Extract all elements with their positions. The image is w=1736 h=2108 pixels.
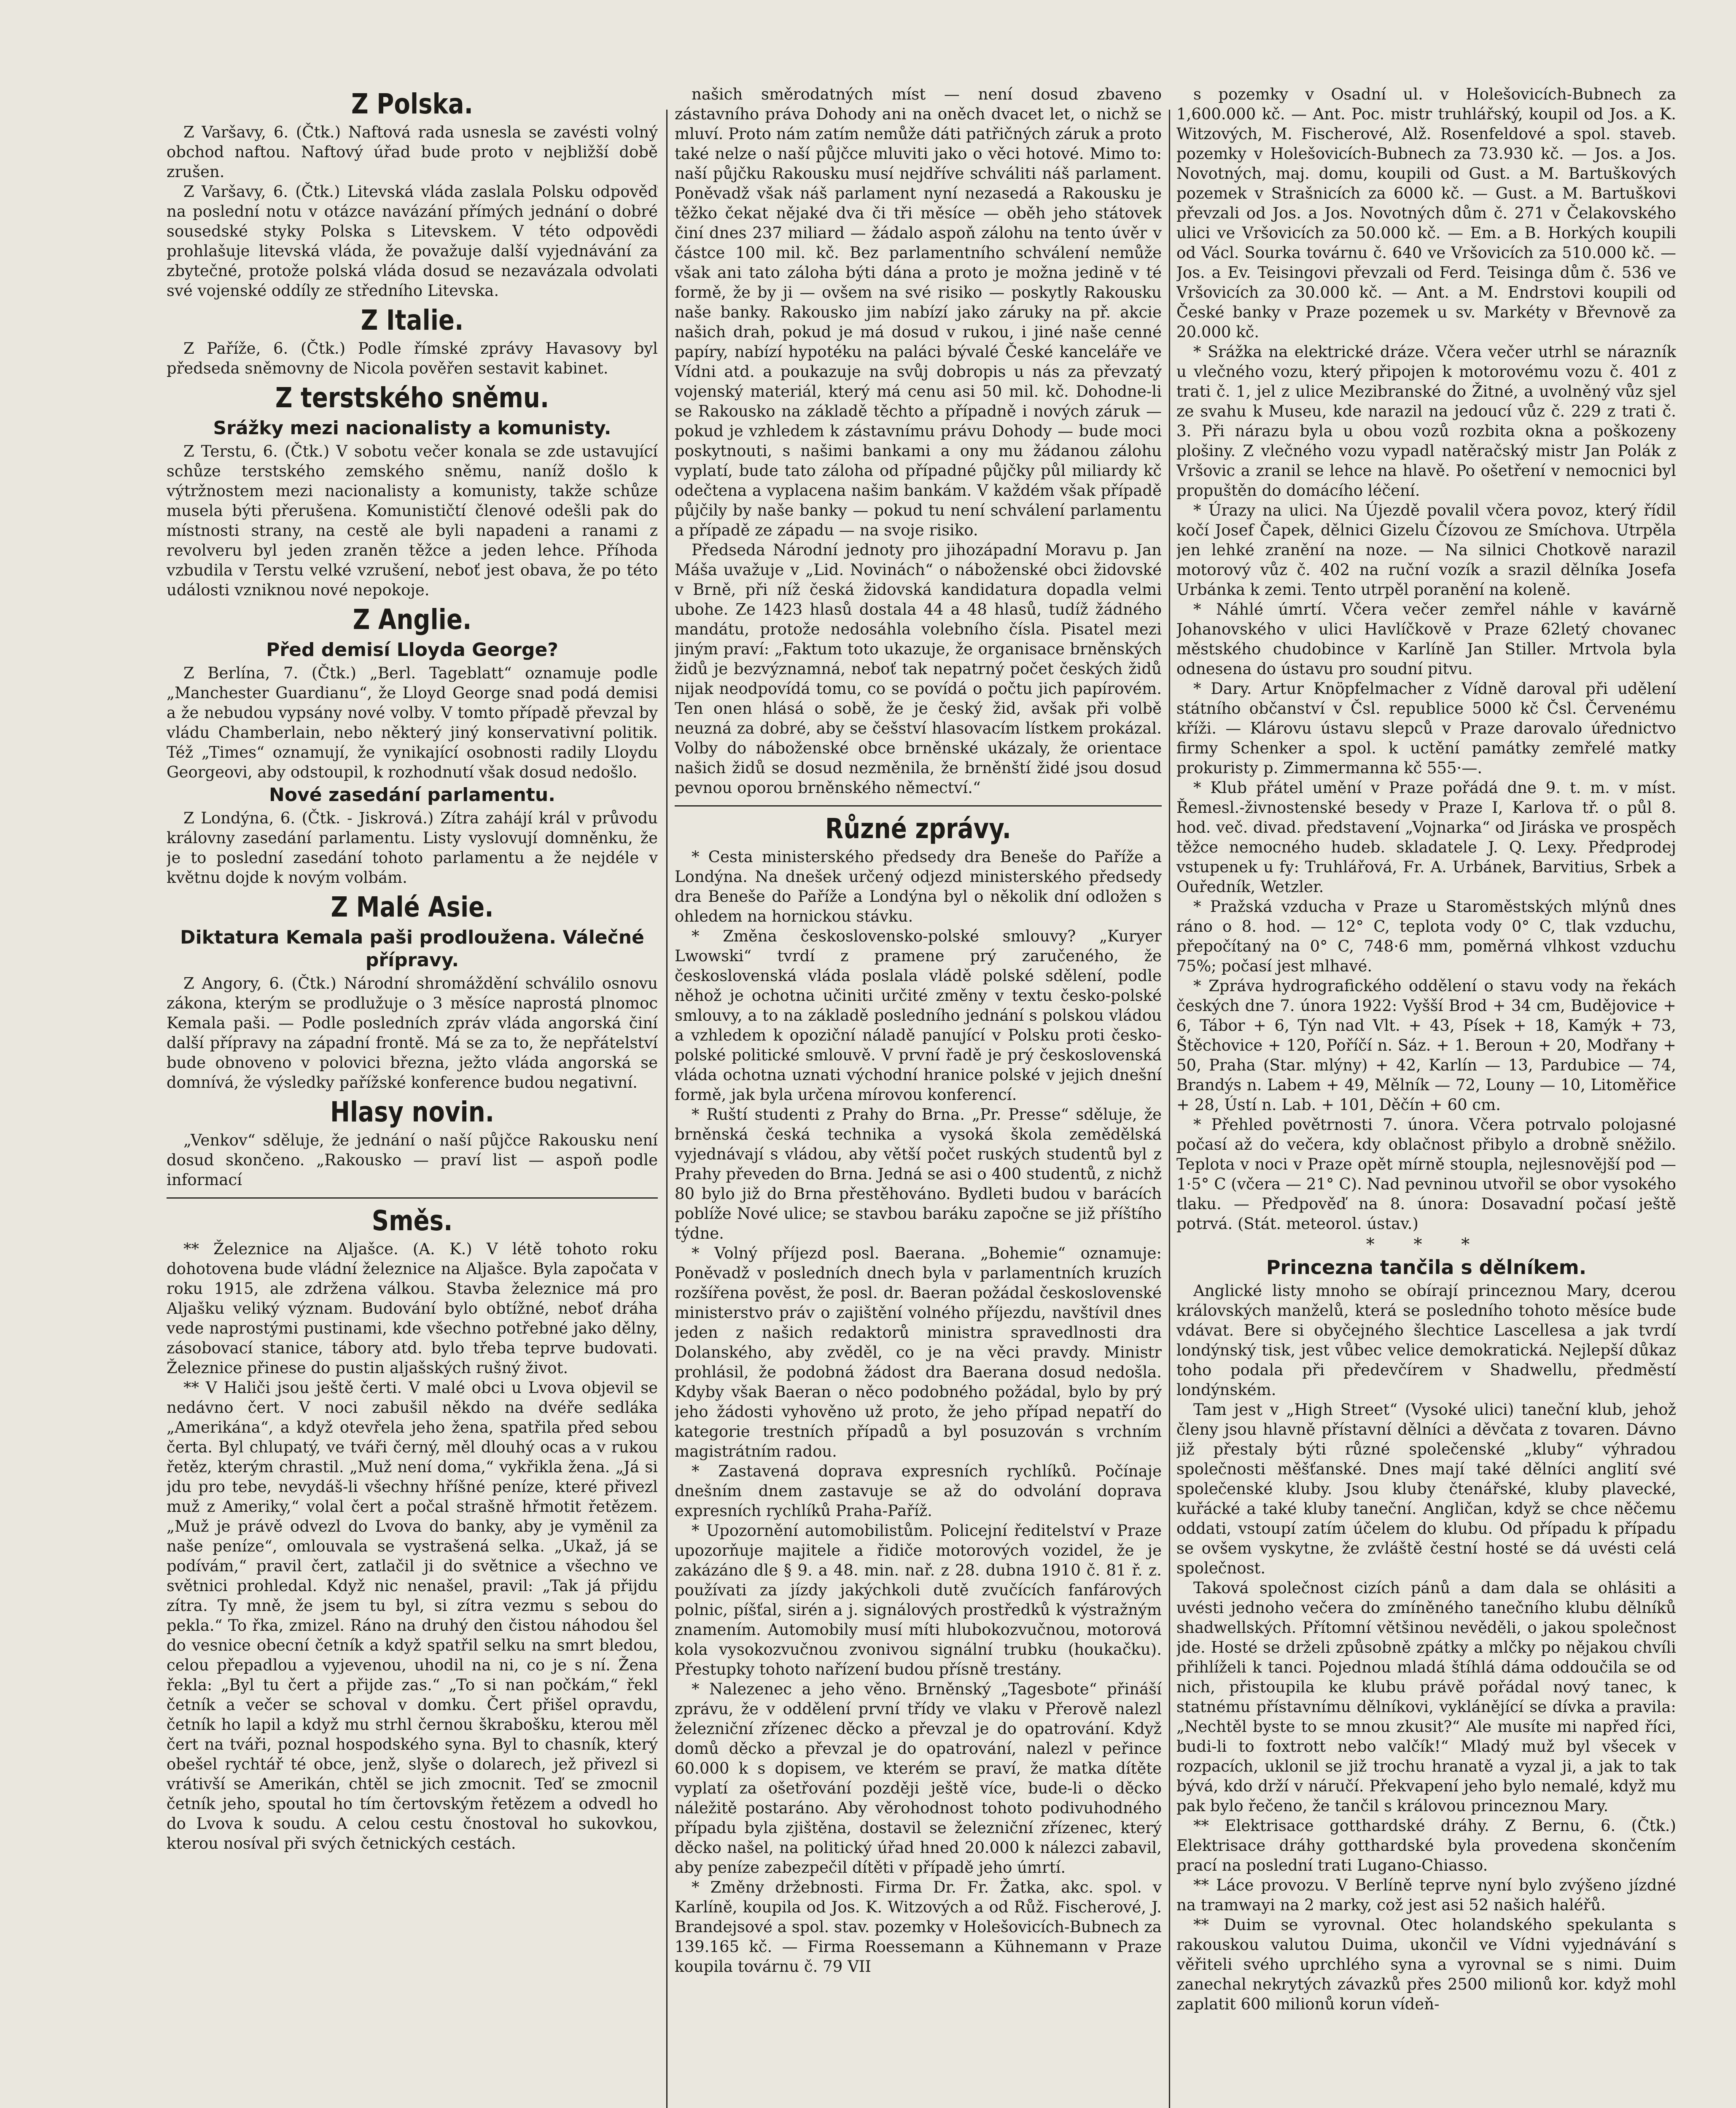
news-foundling: * Nalezenec a jeho věno. Brněnský „Tagesbote“ přináší zprávu, že v oddělení první třídy ve vlaku v Přerově nalezl železniční zřízenec děcko a převzal je do opatrování. Když domů děcko a převzal je do opatrování, nalezl v peřince 60.000 k s dopisem, ve kterém se praví, že matka dítěte vyplatí za ošetřování později ještě více, bude-li o děcko náležitě postaráno. Aby věrohodnost tohoto podivuhodného případu byla zjištěna, dostavil se železniční zřízenec, který děcko našel, na politický úřad hned 20.000 k nálezci zabavil, aby peníze zabezpečil dítěti v případě jeho úmrtí. xyxy=(675,1680,1162,1877)
subheading-parliament: Nové zasedání parlamentu. xyxy=(269,784,555,806)
article-parliament: Z Londýna, 6. (Čtk. - Jiskrová.) Zítra zahájí král v průvodu královny zasedání parlamentu. Listy vyslovují domněnku, že je to poslední zasedání tohoto parlamentu a že nejdéle v květnu dojde k novým volbám. xyxy=(167,809,658,887)
heading-trieste: Z terstského sněmu. xyxy=(275,382,549,414)
news-property-changes: * Změny držebnosti. Firma Dr. Fr. Žatka, akc. spol. v Karlíně, koupila od Jos. K. Witzových a od Růž. Fischerové, J. Brandejsové a spol. stav. pozemky v Holešovicích-Bubnech za 139.165 kč. — Firma Roessemann a Kühnemann v Praze koupila továrnu č. 79 VII xyxy=(675,1878,1162,1976)
column-right xyxy=(1176,84,1676,2108)
heading-poland: Z Polska. xyxy=(351,88,473,120)
subheading-trieste: Srážky mezi nacionalisty a komunisty. xyxy=(213,417,611,439)
article-kemal: Z Angory, 6. (Čtk.) Národní shromáždění schválilo osnovu zákona, kterým se prodlužuje o 3 měsíce naprostá plnomoc Kemala paši. — Podle posledních zpráv vláda angorská činí další přípravy na západní frontě. Má se za to, že nepřátelství bude obnoveno v polovici března, ježto vláda angorská se domnívá, že výsledky pařížské konference budou negativní. xyxy=(167,974,658,1092)
news-gotthard: ** Elektrisace gotthardské dráhy. Z Bernu, 6. (Čtk.) Elektrisace dráhy gotthardské byla provedena skončením prací na poslední trati Lugano-Chiasso. xyxy=(1176,1817,1676,1874)
heading-miscellany: Směs. xyxy=(371,1205,453,1237)
article-trieste: Z Terstu, 6. (Čtk.) V sobotu večer konala se zde ustavující schůze terstského zemského sněmu, naníž došlo k výtržnostem mezi nacionalisty a komunisty, takže schůze musela býti přerušena. Komunističtí členové odešli pak do místnosti strany, na cestě ale byli napadeni a ranami z revolveru byl jeden zraněn těžce a jeden lehce. Příhoda vzbudila v Terstu velké vzrušení, neboť jest obava, že po této události vzniknou nové nepokoje. xyxy=(167,442,658,599)
news-berlin-tram: ** Láce provozu. V Berlíně teprve nyní bylo zvýšeno jízdné na tramwayi na 2 marky, což jest asi 52 našich haléřů. xyxy=(1176,1876,1676,1914)
news-russian-students: * Ruští studenti z Prahy do Brna. „Pr. Presse“ sděluje, že brněnská česká technika a vysoká škola zemědělská vyjednávají s vládou, aby větší počet ruských studentů byl z Prahy převeden do Brna. Jedná se asi o 400 studentů, z nichž 80 bylo již do Brna přestěhováno. Bydleti budou v barácích poblíže Nové ulice; se stavbou baráku započne se již příštího týdne. xyxy=(675,1105,1162,1242)
article-poland-lithuania: Z Varšavy, 6. (Čtk.) Litevská vláda zaslala Polsku odpověď na poslední notu v otázce navázání přímých jednání o dobré sousedské styky Polska s Litevskem. V této odpovědi prohlašuje litevská vláda, že považuje další vyjednávání za zbytečné, protože polská vláda dosud se nezavázala odvolati své vojenské oddíly ze středního Litevska. xyxy=(167,183,658,300)
article-alaska-railway: ** Železnice na Aljašce. (A. K.) V létě tohoto roku dohotovena bude vládní železnice na Aljašce. Byla započata v roku 1915, ale zdržena válkou. Stavba železnice má pro Aljašku veliký význam. Budování bylo obtížné, neboť dráha vede naprostými pustinami, kde všechno potřebné jako dělny, zásobovací stanice, tábory atd. bylo třeba teprve budovati. Železnice přinese do pustin aljašských rušný život. xyxy=(167,1240,658,1377)
heading-various-news: Různé zprávy. xyxy=(825,812,1011,845)
article-press-voices: „Venkov“ sděluje, že jednání o naší půjčce Rakousku není dosud skončeno. „Rakousko — praví list — aspoň podle informací xyxy=(167,1131,658,1189)
news-express-trains: * Zastavená doprava expresních rychlíků. Počínaje dnešním dnem zastavuje se až do odvolání doprava expresních rychlíků Praha-Paříž. xyxy=(675,1462,1162,1520)
news-street-accidents: * Úrazy na ulici. Na Újezdě povalil včera povoz, který řídil kočí Josef Čapek, dělnici Gizelu Čízovou ze Smíchova. Utrpěla jen lehké zranění na noze. — Na silnici Chotkově narazil motorový vůz č. 402 na ruční vozík a srazil dělníka Josefa Urbánka k zemi. Tento utrpěl poranění na koleně. xyxy=(1176,501,1676,599)
heading-princess: Princezna tančila s dělníkem. xyxy=(1266,1256,1587,1279)
section-stars: * * * xyxy=(1366,1235,1487,1254)
column-divider-left xyxy=(666,110,667,2108)
news-sudden-death: * Náhlé úmrtí. Včera večer zemřel náhle v kavárně Johanovského v ulici Havlíčkově v Praze 62letý chovanec městského chudobince v Karlíně Jan Stiller. Mrtvola byla odnesena do ústavu pro soudní pitvu. xyxy=(1176,600,1676,678)
news-polish-treaty: * Změna československo-polské smlouvy? „Kuryer Lwowski“ tvrdí z pramene prý zaručeného, že československá vláda poslala vládě polské sdělení, podle něhož je ochotna učiniti určité změny v textu česko-polské smlouvy, a to na základě posledního jednání s polskou vládou a vzhledem k opoziční náladě panující v Polsku proti česko-polské politické smlouvě. V první řadě je prý československá vláda ochotna uznati východní hranice polské v jejich dnešní formě, jak byla určena mírovou konferencí. xyxy=(675,927,1162,1104)
section-divider xyxy=(167,1197,658,1199)
subheading-kemal: Diktatura Kemala paši prodloužena. Válečné přípravy. xyxy=(180,927,644,971)
article-lloyd-george: Z Berlína, 7. (Čtk.) „Berl. Tageblatt“ oznamuje podle „Manchester Guardianu“, že Lloyd George snad podá demisi a že nebudou vypsány nové volby. V tomto případě převzal by vládu Chamberlain, nebo některý jiný konservativní politik. Též „Times“ oznamují, že vynikající osobnosti radily Lloydu Georgeovi, aby odstoupil, k rozhodnutí však dosud nedošlo. xyxy=(167,664,658,781)
heading-england: Z Anglie. xyxy=(353,603,472,636)
section-divider xyxy=(675,805,1162,807)
article-princess-3: Taková společnost cizích pánů a dam dala se ohlásiti a uvésti jednoho večera do zmíněného tanečního klubu dělníků shadwellských. Přítomní většinou nevěděli, o jakou společnost jde. Hosté se drželi způsobně zpátky a mlčky po nějakou chvíli přihlíželi k tanci. Pojednou mladá štíhlá dáma oddoučila se od nich, přistoupila ke klubu právě pořádal nový tanec, k statnému přístavnímu dělníkovi, vyklánějící se dívka a pravila: „Nechtěl byste to se mnou zkusit?“ Ale musíte mi napřed říci, budi-li to foxtrott nebo valčík!“ Mladý muž byl všecek v rozpacích, uklonil se již trochu hranatě a vyzal ji, a jak to tak bývá, kdo drží v náručí. Překvapení jeho bylo nemalé, když mu pak bylo řečeno, že tančil s královou princeznou Mary. xyxy=(1176,1579,1676,1815)
article-princess-1: Anglické listy mnoho se obírají princeznou Mary, dcerou královských manželů, která se posledního tohoto měsíce bude vdávat. Bere si obyčejného šlechtice Lascellesa a jak tvrdí londýnský tisk, jest vůbec velice demokratická. Nejlepší důkaz toho podala při předevčírem v Shadwellu, předměstí londýnském. xyxy=(1176,1282,1676,1399)
article-austria-loan: našich směrodatných míst — není dosud zbaveno zástavního práva Dohody ani na oněch dvacet let, o nichž se mluví. Proto nám zatím nemůže dáti patřičných záruk a proto také nelze o naší půjčce mluviti jako o věci hotové. Mimo to: naší půjčku Rakousku musí nejdříve schváliti náš parlament. Poněvadž však náš parlament nyní nezasedá a Rakousku je těžko čekat nějaké dva či tři měsíce — oběh jeho státovek činí dnes 237 miliard — žádalo aspoň zálohu na tento úvěr v částce 100 mil. kč. Bez parlamentního schválení nemůže však ani tato záloha býti dána a proto je možna jedině v té formě, že by ji — ovšem na své risiko — poskytly Rakousku naše banky. Rakousko jim nabízí jako záruky na př. akcie našich drah, pokud je má dosud v rukou, i jiné naše cenné papíry, nabízí hypotéku na paláci bývalé České kanceláře ve Vídni atd. a poukazuje na svůj dobropis u nás za převzatý vojenský materiál, který má cenu asi 50 mil. kč. Dohodne-li se Rakousko na základě těchto a případně i nových záruk — pokud je vzhledem k zástavnímu právu Dohody — bude moci poskytnouti, s našimi bankami a ony mu žádanou zálohu vyplatí, bude tato záloha od případné půjčky půl miliardy kč odečtena a vyplacena našim bankám. V každém však případě půjčily by naše banky — pokud tu není schválení parlamentu a případě ze západu — na svoje risiko. xyxy=(675,85,1162,539)
heading-italy: Z Italie. xyxy=(361,304,464,336)
news-water-levels: * Zpráva hydrografického oddělení o stavu vody na řekách českých dne 7. února 1922: Vyšší Brod + 34 cm, Budějovice + 6, Tábor + 6, Týn nad Vlt. + 43, Písek + 18, Kamýk + 73, Štěchovice + 120, Poříčí n. Sáz. + 1. Beroun + 20, Modřany + 50, Praha (Star. mlýny) + 42, Karlín — 13, Pardubice — 74, Brandýs n. Labem + 49, Mělník — 72, Louny — 10, Litoměřice + 28, Ústí n. Lab. + 101, Děčín + 60 cm. xyxy=(1176,977,1676,1114)
news-weather: * Přehled povětrnosti 7. února. Včera potrvalo polojasné počasí až do večera, kdy oblačnost přibylo a drobně sněžilo. Teplota v noci v Praze opět mírně stoupla, nejlesnovější pod — 1·5° C (včera — 21° C). Nad pevninou utvořil se obor vysokého tlaku. — Předpověď na 8. února: Dosavadní počasí ještě potrvá. (Stát. meteorol. ústav.) xyxy=(1176,1116,1676,1233)
news-air-temperature: * Pražská vzducha v Praze u Staroměstských mlýnů dnes ráno o 8. hod. — 12° C, teplota vody 0° C, tlak vzduchu, přepočítaný na 0° C, 748·6 mm, poměrná vlhkost vzduchu 75%; počasí jest mlhavé. xyxy=(1176,898,1676,975)
article-poland-oil: Z Varšavy, 6. (Čtk.) Naftová rada usnesla se zavésti volný obchod naftou. Naftový úřad bude proto v nejbližší době zrušen. xyxy=(167,123,658,181)
news-baeran: * Volný příjezd posl. Baerana. „Bohemie“ oznamuje: Poněvadž v posledních dnech byla v parlamentních kruzích rozšířena pověst, že posl. dr. Baeran požádal československé ministerstvo práv o zajištění volného příjezdu, navštívil dnes jeden z našich redaktorů ministra spravedlnosti dra Dolanského, aby zvěděl, co je na věci pravdy. Ministr prohlásil, že podobná žádost dra Baerana dosud nedošla. Kdyby však Baeran o něco podobného požádal, bylo by prý jeho žádosti vyhověno už proto, že jeho případ nepatří do kategorie trestních případů a byl posuzován s vrchním magistrátním radou. xyxy=(675,1244,1162,1460)
column-left xyxy=(167,84,658,2108)
news-property-continued: s pozemky v Osadní ul. v Holešovicích-Bubnech za 1,600.000 kč. — Ant. Poc. mistr truhlářský, koupil od Jos. a K. Witzových, M. Fischerové, Alž. Rosenfeldové a spol. staveb. pozemky v Holešovicích-Bubnech za 73.930 kč. — Jos. a Jos. Novotných, maj. domu, koupili od Gust. a M. Bartuškových pozemek v Strašnicích za 6000 kč. — Gust. a M. Bartuškovi převzali od Jos. a Jos. Novotných dům č. 271 v Čelakovského ulici ve Vršovicích za 50.000 kč. — Em. a B. Horkých koupili od Václ. Sourka továrnu č. 640 ve Vršovicích za 510.000 kč. — Jos. a Ev. Teisingovi převzali od Ferd. Teisinga dům č. 536 ve Vršovicích za 30.000 kč. — Ant. a M. Endrstovi koupili od České banky v Praze pozemek u sv. Markéty v Břevnově za 20.000 kč. xyxy=(1176,85,1676,341)
article-brno-jews: Předseda Národní jednoty pro jihozápadní Moravu p. Jan Máša uvažuje v „Lid. Novinách“ o náboženské obci židovské v Brně, při níž česká židovská kandidatura dopadla velmi ubohe. Ze 1423 hlasů dostala 44 a 48 hlasů, tudíž žádného mandátu, protože nedosáhla volebního čísla. Pisatel mezi jiným praví: „Faktum toto ukazuje, že organisace brněnských židů je bezvýznamná, neboť tak nepatrný počet českých židů nijak neodpovídá tomu, co se povídá o počtu jich papírovém. Ten onen hlásá o sobě, že je český žid, avšak při volbě neuzná za dobré, aby se češství hlasovacím lístkem prokázal. Volby do náboženské obce brněnské ukázaly, že orientace našich židů se dosud nezměnila, že brněnští židé jsou dosud pevnou oporou brněnského němectví.“ xyxy=(675,541,1162,797)
heading-press-voices: Hlasy novin. xyxy=(330,1096,495,1128)
news-art-club: * Klub přátel umění v Praze pořádá dne 9. t. m. v míst. Řemesl.-živnostenské besedy v Praze I, Karlova tř. o půl 8. hod. več. divad. představení „Vojnarka“ od Jiráska ve prospěch těžce nemocného hudeb. skladatele J. Q. Lexy. Předprodej vstupenek u fy: Truhlářová, Fr. A. Urbánek, Barvitius, Srbek a Ouředník, Wetzler. xyxy=(1176,779,1676,896)
news-motorists: * Upozornění automobilistům. Policejní ředitelství v Praze upozorňuje majitele a řidiče motorových vozidel, že je zakázáno dle § 9. a 48. min. nař. z 28. dubna 1910 č. 81 ř. z. používati za jízdy jakýchkoli dutě zvučících fanfárových polnic, píšťal, sirén a j. signálových prostředků k výstražným znamením. Automobily musí míti hlubokozvučnou, motorová kola vysokozvučnou zvonivou signální trubku (houkačku). Přestupky tohoto nařízení budou přísně trestány. xyxy=(675,1522,1162,1678)
news-benes-trip: * Cesta ministerského předsedy dra Beneše do Paříže a Londýna. Na dnešek určený odjezd ministerského předsedy dra Beneše do Paříže a Londýna byl o několik dní odložen s ohledem na hornickou stávku. xyxy=(675,848,1162,925)
news-duim: ** Duim se vyrovnal. Otec holandského spekulanta s rakouskou valutou Duima, ukončil ve Vídni vyjednávání s věřiteli svého uprchlého syna a vyrovnal se s nimi. Duim zanechal nekrytých závazků přes 2500 milionů kor. když mohl zaplatit 600 milionů korun vídeň- xyxy=(1176,1916,1676,2013)
subheading-lloyd-george: Před demisí Lloyda George? xyxy=(266,639,558,661)
article-galicia-devil: ** V Haliči jsou ještě čerti. V malé obci u Lvova objevil se nedávno čert. V noci zabušil někdo na dvéře sedláka „Amerikána“, a když otevřela jeho žena, spatřila před sebou čerta. Byl chlupatý, ve tváři černý, měl dlouhý ocas a v rukou řetěz, kterým chrastil. „Muž není doma,“ vykřikla žena. „Já si jdu pro tebe, nevydáš-li všechny hříšné peníze, které přivezl muž z Ameriky,“ volal čert a počal strašně hřmotit řetězem. „Muž je právě odvezl do Lvova do banky, aby je vyměnil za naše peníze“, omlouvala se vystrašená selka. „Ukaž, já se podívám,“ pravil čert, zatlačil ji do světnice a všechno ve světnici prohledal. Když nic nenašel, pravil: „Tak já přijdu zítra. Ty mně, že jsem tu byl, si zítra vezmu s sebou do pekla.“ To řka, zmizel. Ráno na druhý den čistou náhodou šel do vesnice obecní četník a když spatřil selku na smrt bledou, celou přepadlou a vyjevenou, uhodil na ni, co je s ní. Žena řekla: „Byl tu čert a přijde zas.“ „To si nan počkám,“ řekl četník a večer se schoval v domku. Čert přišel opravdu, četník ho lapil a když mu strhl černou škrabošku, kterou měl čert na tváři, poznal hospodského syna. Byl to chasník, který obešel rychtář té obce, jenž, slyše o dolarech, jež přivezl si vrátivší se Amerikán, chtěl se jich zmocnit. Teď se zmocnil četník jeho, spoutal ho tím čertovským řetězem a odvedl ho do Lvova k soudu. A celou cestu čnostoval ho sukovkou, kterou nosíval při svých četnických cestách. xyxy=(167,1379,658,1853)
article-princess-2: Tam jest v „High Street“ (Vysoké ulici) taneční klub, jehož členy jsou hlavně přístavní dělníci a děvčata z tovaren. Dávno již přestaly býti různé společenské „kluby“ výhradou společnosti měšťanské. Dnes mají také dělníci anglití své společenské kluby. Jsou kluby čtenářské, kluby plavecké, kuřácké a také kluby taneční. Angličan, když se chce něčemu oddati, vstoupí zatím účelem do klubu. Od případu k případu se ovšem vyskytne, že zvláště čestní hosté se dá uvésti celá společnost. xyxy=(1176,1401,1676,1577)
column-middle xyxy=(675,84,1162,2108)
column-divider-right xyxy=(1169,110,1170,2108)
news-donations: * Dary. Artur Knöpfelmacher z Vídně daroval při udělení státního občanství v Čsl. republice 5000 kč Čsl. Červenému kříži. — Klárovu ústavu slepců v Praze darovalo úřednictvo firmy Schenker a spol. k uctění památky zemřelé matky prokuristy p. Zimmermanna kč 555·—. xyxy=(1176,680,1676,777)
heading-asia-minor: Z Malé Asie. xyxy=(331,891,494,923)
news-tram-collision: * Srážka na elektrické dráze. Včera večer utrhl se nárazník u vlečného vozu, který připojen k motorovému vozu č. 401 z trati č. 1, jel z ulice Mezibranské do Žitné, a uvolněný vůz sjel ze svahu k Museu, kde narazil na jedoucí vůz č. 229 z trati č. 3. Při nárazu byla u obou vozů rozbita okna a poškozeny plošiny. Z vlečného vozu vypadl natěračský mistr Jan Polák z Vršovic a zranil se lehce na hlavě. Po ošetření v nemocnici byl propuštěn do domácího léčení. xyxy=(1176,343,1676,500)
article-italy: Z Paříže, 6. (Čtk.) Podle římské zprávy Havasovy byl předseda sněmovny de Nicola pověřen sestavit kabinet. xyxy=(167,339,658,377)
